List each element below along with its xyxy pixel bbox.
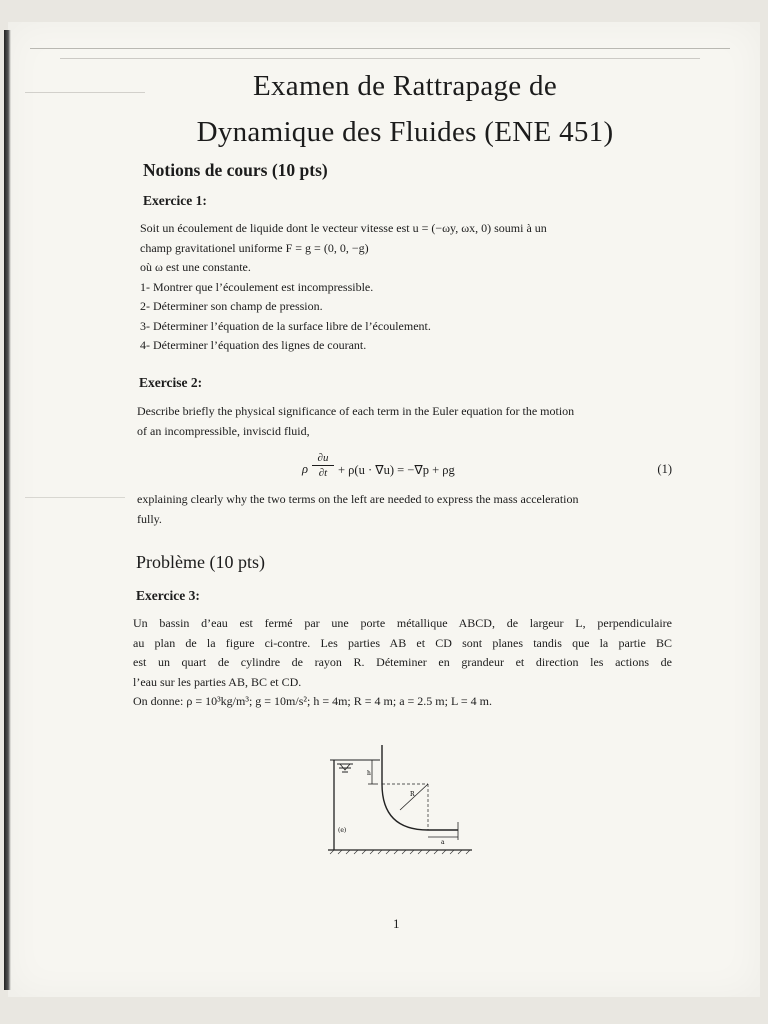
text-line: of an incompressible, inviscid fluid, xyxy=(137,423,310,438)
label-R: R xyxy=(410,791,415,798)
text-line: 1- Montrer que l’écoulement est incompressible. xyxy=(140,279,374,294)
text-line: explaining clearly why the two terms on the left are needed to express the mass acceleration xyxy=(137,492,579,506)
exercise-1-text xyxy=(140,219,670,356)
exam-title xyxy=(140,66,670,152)
exercise-2-heading: Exercise 2: xyxy=(139,375,203,390)
given-values: On donne: ρ = 10³kg/m³; g = 10m/s²; h = 4m; R = 4 m; a = 2.5 m; L = 4 m. xyxy=(133,694,492,708)
text-line: 2- Déterminer son champ de pression. xyxy=(140,299,323,313)
title-line-2: Dynamique des Fluides (ENE 451) xyxy=(196,116,614,148)
equation-rho: ρ xyxy=(302,462,308,476)
exercise-2-text-after xyxy=(137,490,672,529)
scan-artifact xyxy=(25,497,125,498)
scan-edge-shadow xyxy=(4,30,11,990)
label-h: h xyxy=(367,770,371,777)
gate-figure xyxy=(320,740,480,865)
exercise-1-heading: Exercice 1: xyxy=(143,193,207,208)
section-heading-notions: Notions de cours (10 pts) xyxy=(143,160,328,180)
scan-artifact xyxy=(30,48,730,49)
text-line: champ gravitationel uniforme F = g = (0, 0, −g) xyxy=(140,240,369,255)
fraction-denominator: ∂t xyxy=(318,467,328,479)
page-number: 1 xyxy=(393,916,400,931)
euler-equation xyxy=(302,448,672,492)
text-line: est un quart de cylindre de rayon R. Déteminer en grandeur et direction les actions de xyxy=(133,655,672,669)
label-water: (e) xyxy=(338,827,347,834)
text-line: Describe briefly the physical significance of each term in the Euler equation for the motion xyxy=(137,404,575,418)
equation-fraction xyxy=(312,452,334,479)
text-line: 3- Déterminer l’équation de la surface libre de l’écoulement. xyxy=(140,318,431,333)
equation-body: + ρ(u · ∇u) = −∇p + ρg xyxy=(338,463,455,477)
text-line: au plan de la figure ci-contre. Les parties AB et CD sont planes tandis que la partie BC xyxy=(133,635,672,650)
text-line: où ω est une constante. xyxy=(140,260,251,274)
equation-number: (1) xyxy=(657,462,672,476)
label-a: a xyxy=(441,839,445,846)
scan-artifact xyxy=(60,58,700,59)
exercise-3-text xyxy=(133,614,672,712)
fraction-numerator: ∂u xyxy=(312,452,334,466)
text-line: Soit un écoulement de liquide dont le vecteur vitesse est u = (−ωy, ωx, 0) soumi à un xyxy=(140,221,547,235)
exercise-3-heading: Exercice 3: xyxy=(136,588,200,603)
text-line: Un bassin d’eau est fermé par une porte métallique ABCD, de largeur L, perpendiculaire xyxy=(133,616,672,630)
scan-artifact xyxy=(25,92,145,93)
title-line-1: Examen de Rattrapage de xyxy=(252,70,557,102)
gate-diagram xyxy=(320,740,480,865)
text-line: 4- Déterminer l’équation des lignes de courant. xyxy=(140,338,367,352)
exercise-2-text xyxy=(137,402,672,441)
text-line: fully. xyxy=(137,511,162,526)
text-line: l’eau sur les parties AB, BC et CD. xyxy=(133,674,302,689)
section-heading-probleme: Problème (10 pts) xyxy=(136,552,265,572)
